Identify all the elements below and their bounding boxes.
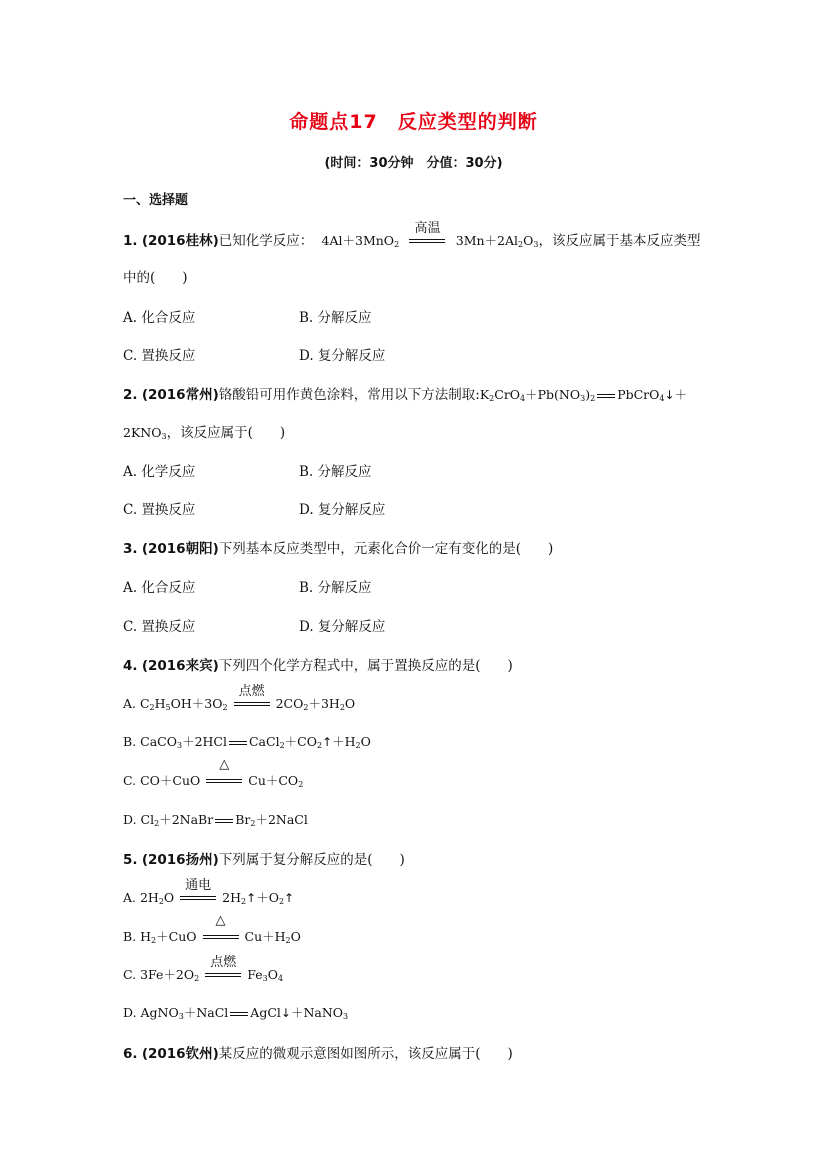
equation: $K_2CrO_4+Pb(NO_3)_2$ PbCrO$_4$↓＋ bbox=[479, 387, 688, 403]
question-2-line-2 bbox=[123, 421, 285, 441]
option-a[interactable]: A. 化学反应 bbox=[123, 464, 196, 480]
question-2 bbox=[123, 383, 687, 403]
reaction-condition: △ bbox=[203, 931, 239, 945]
question-number: 1. bbox=[123, 233, 138, 249]
option-c[interactable]: C. CO＋CuO △ $Cu+CO_2$ bbox=[123, 756, 304, 789]
question-source: (2016朝阳) bbox=[141, 541, 219, 557]
question-number: 6. bbox=[123, 1046, 138, 1062]
reaction-condition: 高温 bbox=[409, 235, 445, 249]
question-text: 下列属于复分解反应的是( ) bbox=[218, 852, 405, 868]
option-b[interactable]: B. 分解反应 bbox=[299, 464, 372, 480]
equation-products: $3Mn+2Al_2O_3$ bbox=[455, 233, 539, 249]
option-a[interactable]: A. 化合反应 bbox=[123, 310, 196, 326]
question-text: 下列四个化学方程式中，属于置换反应的是( ) bbox=[218, 658, 513, 674]
page-subtitle: (时间：30分钟 分值：30分) bbox=[324, 156, 503, 171]
option-b[interactable]: B. 分解反应 bbox=[299, 580, 372, 596]
question-source: (2016常州) bbox=[141, 387, 219, 403]
section-heading: 一、选择题 bbox=[123, 193, 189, 208]
option-c[interactable]: C. 置换反应 bbox=[123, 619, 196, 635]
option-c[interactable]: C. 置换反应 bbox=[123, 502, 196, 518]
option-b[interactable]: B. $H_2+CuO$ △ $Cu+H_2O$ bbox=[123, 912, 301, 945]
question-3 bbox=[123, 537, 553, 557]
question-number: 2. bbox=[123, 387, 138, 403]
option-a[interactable]: A. $2H_2O$ 通电 $2H_2↑+O_2↑$ bbox=[123, 877, 295, 906]
option-a[interactable]: A. $C_2H_5OH+3O_2$ 点燃 $2CO_2+3H_2O$ bbox=[123, 683, 356, 712]
question-source: (2016钦州) bbox=[141, 1046, 219, 1062]
option-d[interactable]: D. AgNO$_3$＋NaCl AgCl↓＋NaNO$_3$ bbox=[123, 1005, 349, 1021]
question-number: 4. bbox=[123, 658, 138, 674]
option-b[interactable]: B. CaCO$_3$＋2HCl $CaCl_2+CO_2↑+H_2O$ bbox=[123, 734, 371, 750]
equation-reactants: 4Al＋3MnO$_2$ bbox=[317, 233, 400, 249]
question-text: 下列基本反应类型中，元素化合价一定有变化的是( ) bbox=[218, 541, 554, 557]
question-text-cont: ，该反应属于( ) bbox=[166, 425, 286, 441]
reaction-condition: △ bbox=[206, 775, 242, 789]
question-source: (2016扬州) bbox=[141, 852, 219, 868]
question-source: (2016来宾) bbox=[141, 658, 219, 674]
option-a[interactable]: A. 化合反应 bbox=[123, 580, 196, 596]
option-c[interactable]: C. $3Fe+2O_2$ 点燃 $Fe_3O_4$ bbox=[123, 954, 284, 983]
question-text: 已知化学反应： bbox=[218, 233, 314, 249]
question-1 bbox=[123, 220, 701, 249]
question-text: 某反应的微观示意图如图所示，该反应属于( ) bbox=[218, 1046, 513, 1062]
option-c[interactable]: C. 置换反应 bbox=[123, 348, 196, 364]
question-source: (2016桂林) bbox=[141, 233, 219, 249]
option-d[interactable]: D. 复分解反应 bbox=[299, 502, 386, 518]
question-1-line-2: 中的( ) bbox=[123, 270, 188, 286]
reaction-condition: 点燃 bbox=[205, 969, 241, 983]
question-text: 铬酸铅可用作黄色涂料，常用以下方法制取: bbox=[218, 387, 480, 403]
reaction-condition: 点燃 bbox=[234, 698, 270, 712]
option-d[interactable]: D. $Cl_2+2NaBr$ $Br_2+2NaCl$ bbox=[123, 812, 308, 828]
equation-cont: $2KNO_3$ bbox=[123, 425, 167, 441]
option-b[interactable]: B. 分解反应 bbox=[299, 310, 372, 326]
question-6 bbox=[123, 1042, 513, 1062]
question-text-cont: ，该反应属于基本反应类型 bbox=[538, 233, 701, 249]
reaction-condition: 通电 bbox=[180, 892, 216, 906]
question-number: 5. bbox=[123, 852, 138, 868]
question-5 bbox=[123, 848, 405, 868]
option-d[interactable]: D. 复分解反应 bbox=[299, 348, 386, 364]
option-d[interactable]: D. 复分解反应 bbox=[299, 619, 386, 635]
question-4 bbox=[123, 654, 513, 674]
question-number: 3. bbox=[123, 541, 138, 557]
page-title: 命题点17 反应类型的判断 bbox=[289, 111, 538, 133]
